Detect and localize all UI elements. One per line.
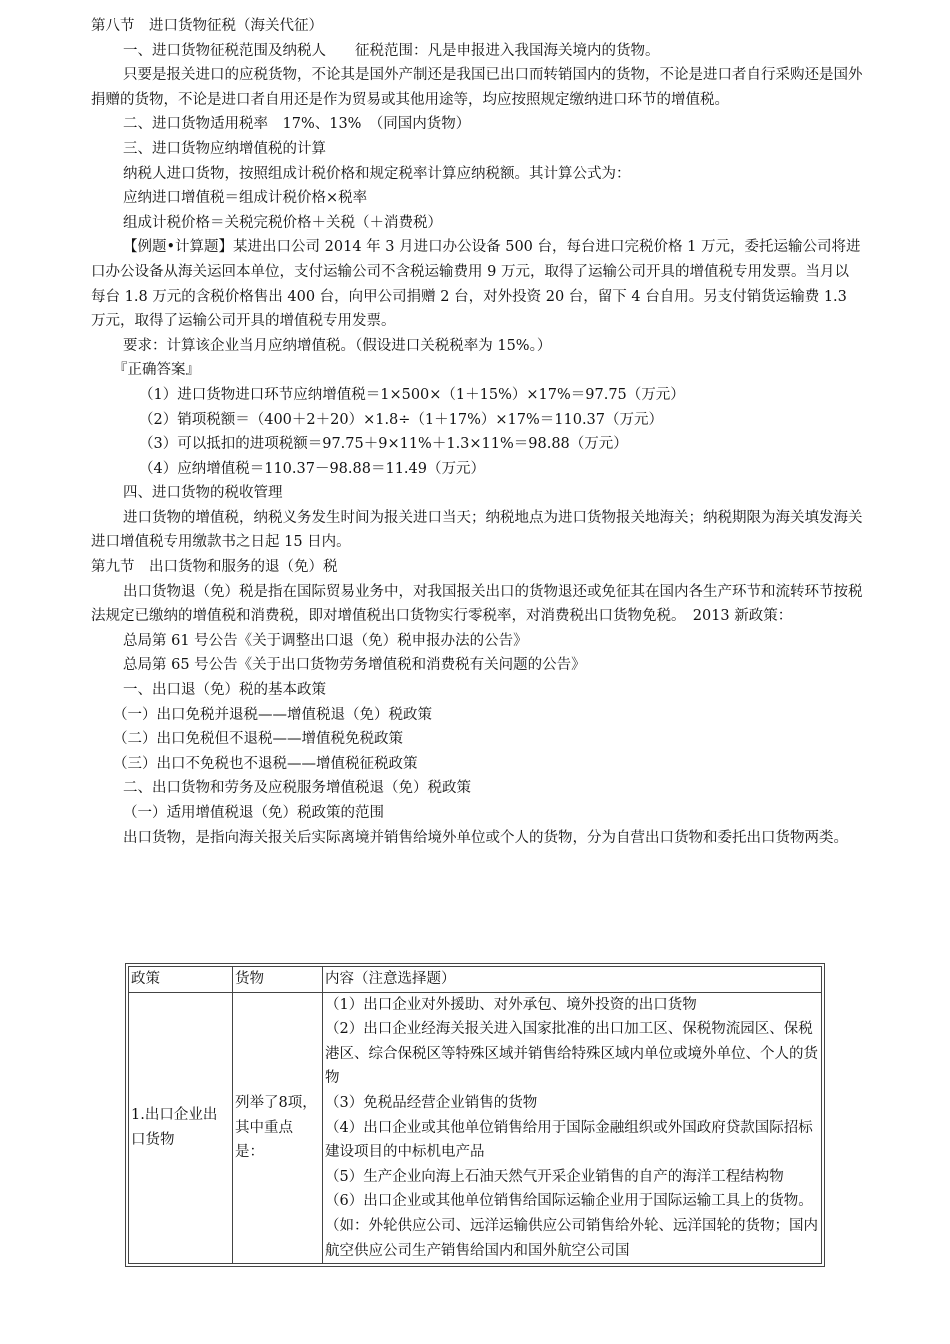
answer-step-2: （2）销项税额＝（400＋2＋20）×1.8÷（1＋17%）×17%＝110.37（万元） (139, 411, 664, 428)
cell-policy: 1.出口企业出口货物 (129, 992, 233, 1264)
paragraph-export-goods: 出口货物，是指向海关报关后实际离境并销售给境外单位或个人的货物，分为自营出口货物和委托出口货物两类。 (123, 829, 848, 846)
paragraph-scope: 只要是报关进口的应税货物，不论其是国外产制还是我国已出口而转销国内的货物，不论是进口者自行采购还是国外捐赠的货物，不论是进口者自用还是作为贸易或其他用途等，均应按照规定缴纳进口环节的增值税。 (91, 67, 863, 108)
content-item-1: （1）出口企业对外援助、对外承包、境外投资的出口货物 (325, 996, 697, 1013)
policy-item-1: （一）出口免税并退税——增值税退（免）税政策 (113, 706, 432, 723)
answer-step-1: （1）进口货物进口环节应纳增值税＝1×500×（1＋15%）×17%＝97.75（万元） (139, 386, 685, 403)
policy-item-2: （二）出口免税但不退税——增值税免税政策 (113, 731, 403, 748)
heading-refund-scope: （一）适用增值税退（免）税政策的范围 (123, 805, 384, 821)
policy-table (128, 966, 822, 1264)
header-goods: 货物 (233, 967, 323, 993)
table-row (129, 992, 822, 1264)
paragraph-calculation: 纳税人进口货物，按照组成计税价格和规定税率计算应纳税额。其计算公式为： (123, 165, 631, 182)
example-requirement: 要求：计算该企业当月应纳增值税。（假设进口关税税率为 15%。） (123, 337, 552, 354)
document-body (91, 14, 863, 850)
policy-item-3: （三）出口不免税也不退税——增值税征税政策 (113, 755, 418, 772)
formula-price: 组成计税价格＝关税完税价格＋关税（＋消费税） (123, 214, 442, 231)
content-item-5: （5）生产企业向海上石油天然气开采企业销售的自产的海洋工程结构物 (325, 1168, 784, 1185)
cell-goods: 列举了8项，其中重点是： (233, 992, 323, 1264)
section-9-title: 第九节 出口货物和服务的退（免）税 (91, 559, 338, 576)
heading-basic-policy: 一、出口退（免）税的基本政策 (123, 682, 326, 699)
table-header-row (129, 967, 822, 993)
heading-management: 四、进口货物的税收管理 (123, 485, 283, 502)
content-item-2: （2）出口企业经海关报关进入国家批准的出口加工区、保税物流园区、保税港区、综合保税区等特殊区域并销售给特殊区域内单位或境外单位、个人的货物 (325, 1021, 818, 1087)
header-policy: 政策 (129, 967, 233, 993)
paragraph-export-refund: 出口货物退（免）税是指在国际贸易业务中，对我国报关出口的货物退还或免征其在国内各生产环节和流转环节按税法规定已缴纳的增值税和消费税，即对增值税出口货物实行零税率，对消费税出口货物免税。 2013 新政策： (91, 583, 863, 625)
content-item-3: （3）免税品经营企业销售的货物 (325, 1094, 538, 1111)
cell-content (323, 992, 822, 1264)
content-item-6: （6）出口企业或其他单位销售给国际运输企业用于国际运输工具上的货物。（如：外轮供应公司、远洋运输供应公司销售给外轮、远洋国轮的货物；国内航空供应公司生产销售给国内和国外航空公司国 (325, 1193, 818, 1259)
content-item-4: （4）出口企业或其他单位销售给用于国际金融组织或外国政府贷款国际招标建设项目的中标机电产品 (325, 1119, 813, 1161)
heading-scope: 一、进口货物征税范围及纳税人 征税范围：凡是申报进入我国海关境内的货物。 (123, 42, 660, 59)
answer-heading: 『正确答案』 (113, 362, 200, 379)
heading-rate: 二、进口货物适用税率 17%、13% （同国内货物） (123, 116, 471, 133)
formula-tax: 应纳进口增值税＝组成计税价格×税率 (123, 190, 368, 207)
section-8-title: 第八节 进口货物征税（海关代征） (91, 18, 323, 34)
answer-step-4: （4）应纳增值税＝110.37－98.88＝11.49（万元） (139, 460, 485, 477)
notice-61: 总局第 61 号公告《关于调整出口退（免）税申报办法的公告》 (123, 632, 528, 649)
example-problem: 【例题•计算题】某进出口公司 2014 年 3 月进口办公设备 500 台，每台进口完税价格 1 万元，委托运输公司将进口办公设备从海关运回本单位，支付运输公司不含税运输费用 9 万元，取得了运输公司开具的增值税专用发票。当月以每台 1.8 万元的含税价格售出 400 台，向甲公司捐赠 2 台，对外投资 20 台，留下 4 台自用。另支付销货运输费 1.3 万元，取得了运输公司开具的增值税专用发票。 (91, 239, 861, 330)
notice-65: 总局第 65 号公告《关于出口货物劳务增值税和消费税有关问题的公告》 (123, 657, 586, 674)
heading-calculation: 三、进口货物应纳增值税的计算 (123, 140, 326, 157)
answer-step-3: （3）可以抵扣的进项税额＝97.75＋9×11%＋1.3×11%＝98.88（万元） (139, 436, 628, 453)
heading-refund-policy: 二、出口货物和劳务及应税服务增值税退（免）税政策 (123, 780, 471, 797)
paragraph-management: 进口货物的增值税，纳税义务发生时间为报关进口当天；纳税地点为进口货物报关地海关；纳税期限为海关填发海关进口增值税专用缴款书之日起 15 日内。 (91, 509, 863, 551)
header-content: 内容（注意选择题） (323, 967, 822, 993)
